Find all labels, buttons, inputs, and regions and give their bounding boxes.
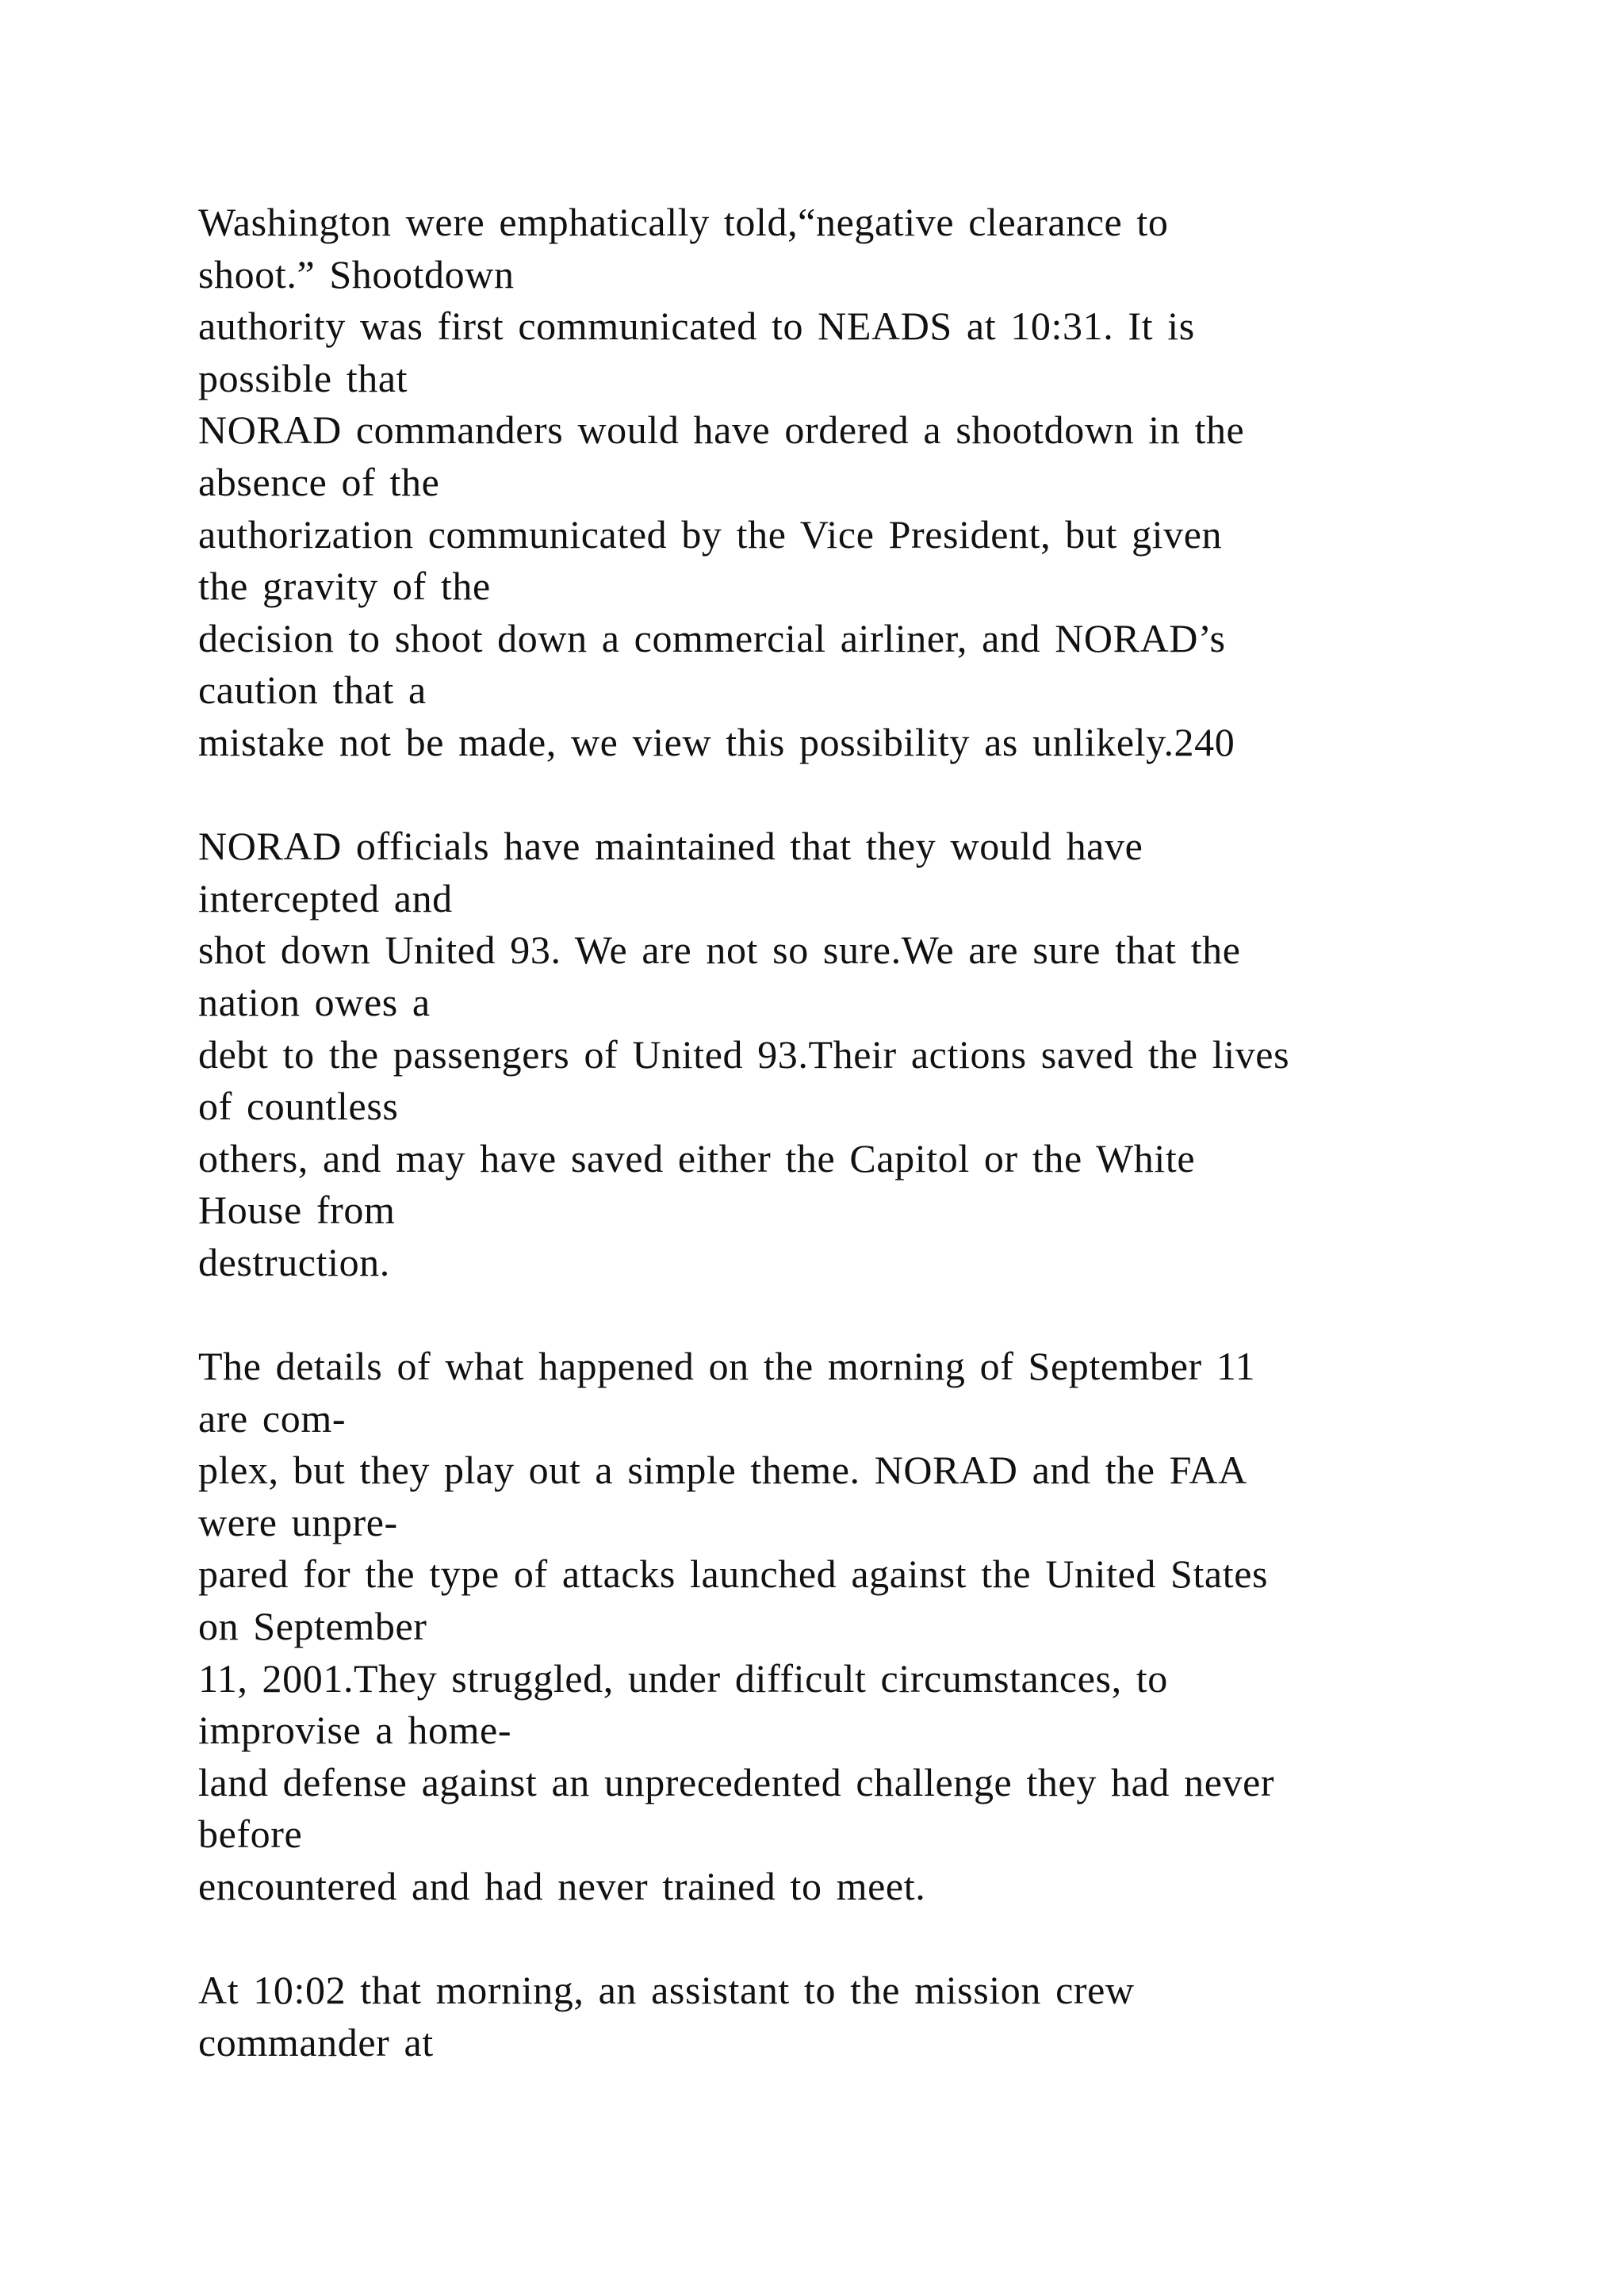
text-line: land defense against an unprecedented challenge they had never [198,1759,1275,1804]
paragraph [198,1341,1546,1913]
text-line: pared for the type of attacks launched against the United States [198,1552,1269,1597]
paragraph-gap [198,769,1546,821]
text-line: decision to shoot down a commercial airliner, and NORAD’s [198,615,1226,660]
text-line: of countless [198,1084,399,1129]
text-line: authority was first communicated to NEADS at 10:31. It is [198,304,1195,349]
text-line: are com- [198,1395,347,1441]
text-line: shoot.” Shootdown [198,251,515,297]
text-line: nation owes a [198,979,431,1024]
text-line: authorization communicated by the Vice President, but given [198,511,1223,557]
text-line: encountered and had never trained to meet. [198,1864,926,1908]
text-line: NORAD commanders would have ordered a shootdown in the [198,408,1245,453]
text-line: were unpre- [198,1499,398,1544]
text-line: 11, 2001.They struggled, under difficult circumstances, to [198,1655,1168,1701]
text-line: mistake not be made, we view this possibility as unlikely.240 [198,719,1235,764]
paragraph-gap [198,1913,1546,1965]
text-line: before [198,1812,303,1857]
text-line: the gravity of the [198,564,491,609]
text-line: debt to the passengers of United 93.Their actions saved the lives [198,1031,1290,1077]
paragraph [198,197,1546,769]
text-line: caution that a [198,668,427,713]
text-line: intercepted and [198,875,453,920]
text-line: on September [198,1604,427,1649]
text-line: House from [198,1188,396,1233]
text-line: destruction. [198,1239,390,1284]
paragraph-gap [198,1288,1546,1341]
paragraph [198,821,1546,1288]
text-line: improvise a home- [198,1708,512,1753]
text-line: others, and may have saved either the Capitol or the White [198,1135,1196,1181]
text-line: shot down United 93. We are not so sure.We are sure that the [198,928,1241,973]
paragraph [198,1965,1546,2068]
body-text [198,197,1546,2068]
text-line: NORAD officials have maintained that they would have [198,824,1143,869]
text-line: absence of the [198,459,440,504]
text-line: possible that [198,355,408,400]
text-line: commander at [198,2019,434,2064]
text-line: plex, but they play out a simple theme. NORAD and the FAA [198,1448,1247,1493]
text-line: At 10:02 that morning, an assistant to the mission crew [198,1968,1135,2013]
text-line: Washington were emphatically told,“negative clearance to [198,200,1169,244]
text-line: The details of what happened on the morning of September 11 [198,1344,1256,1389]
